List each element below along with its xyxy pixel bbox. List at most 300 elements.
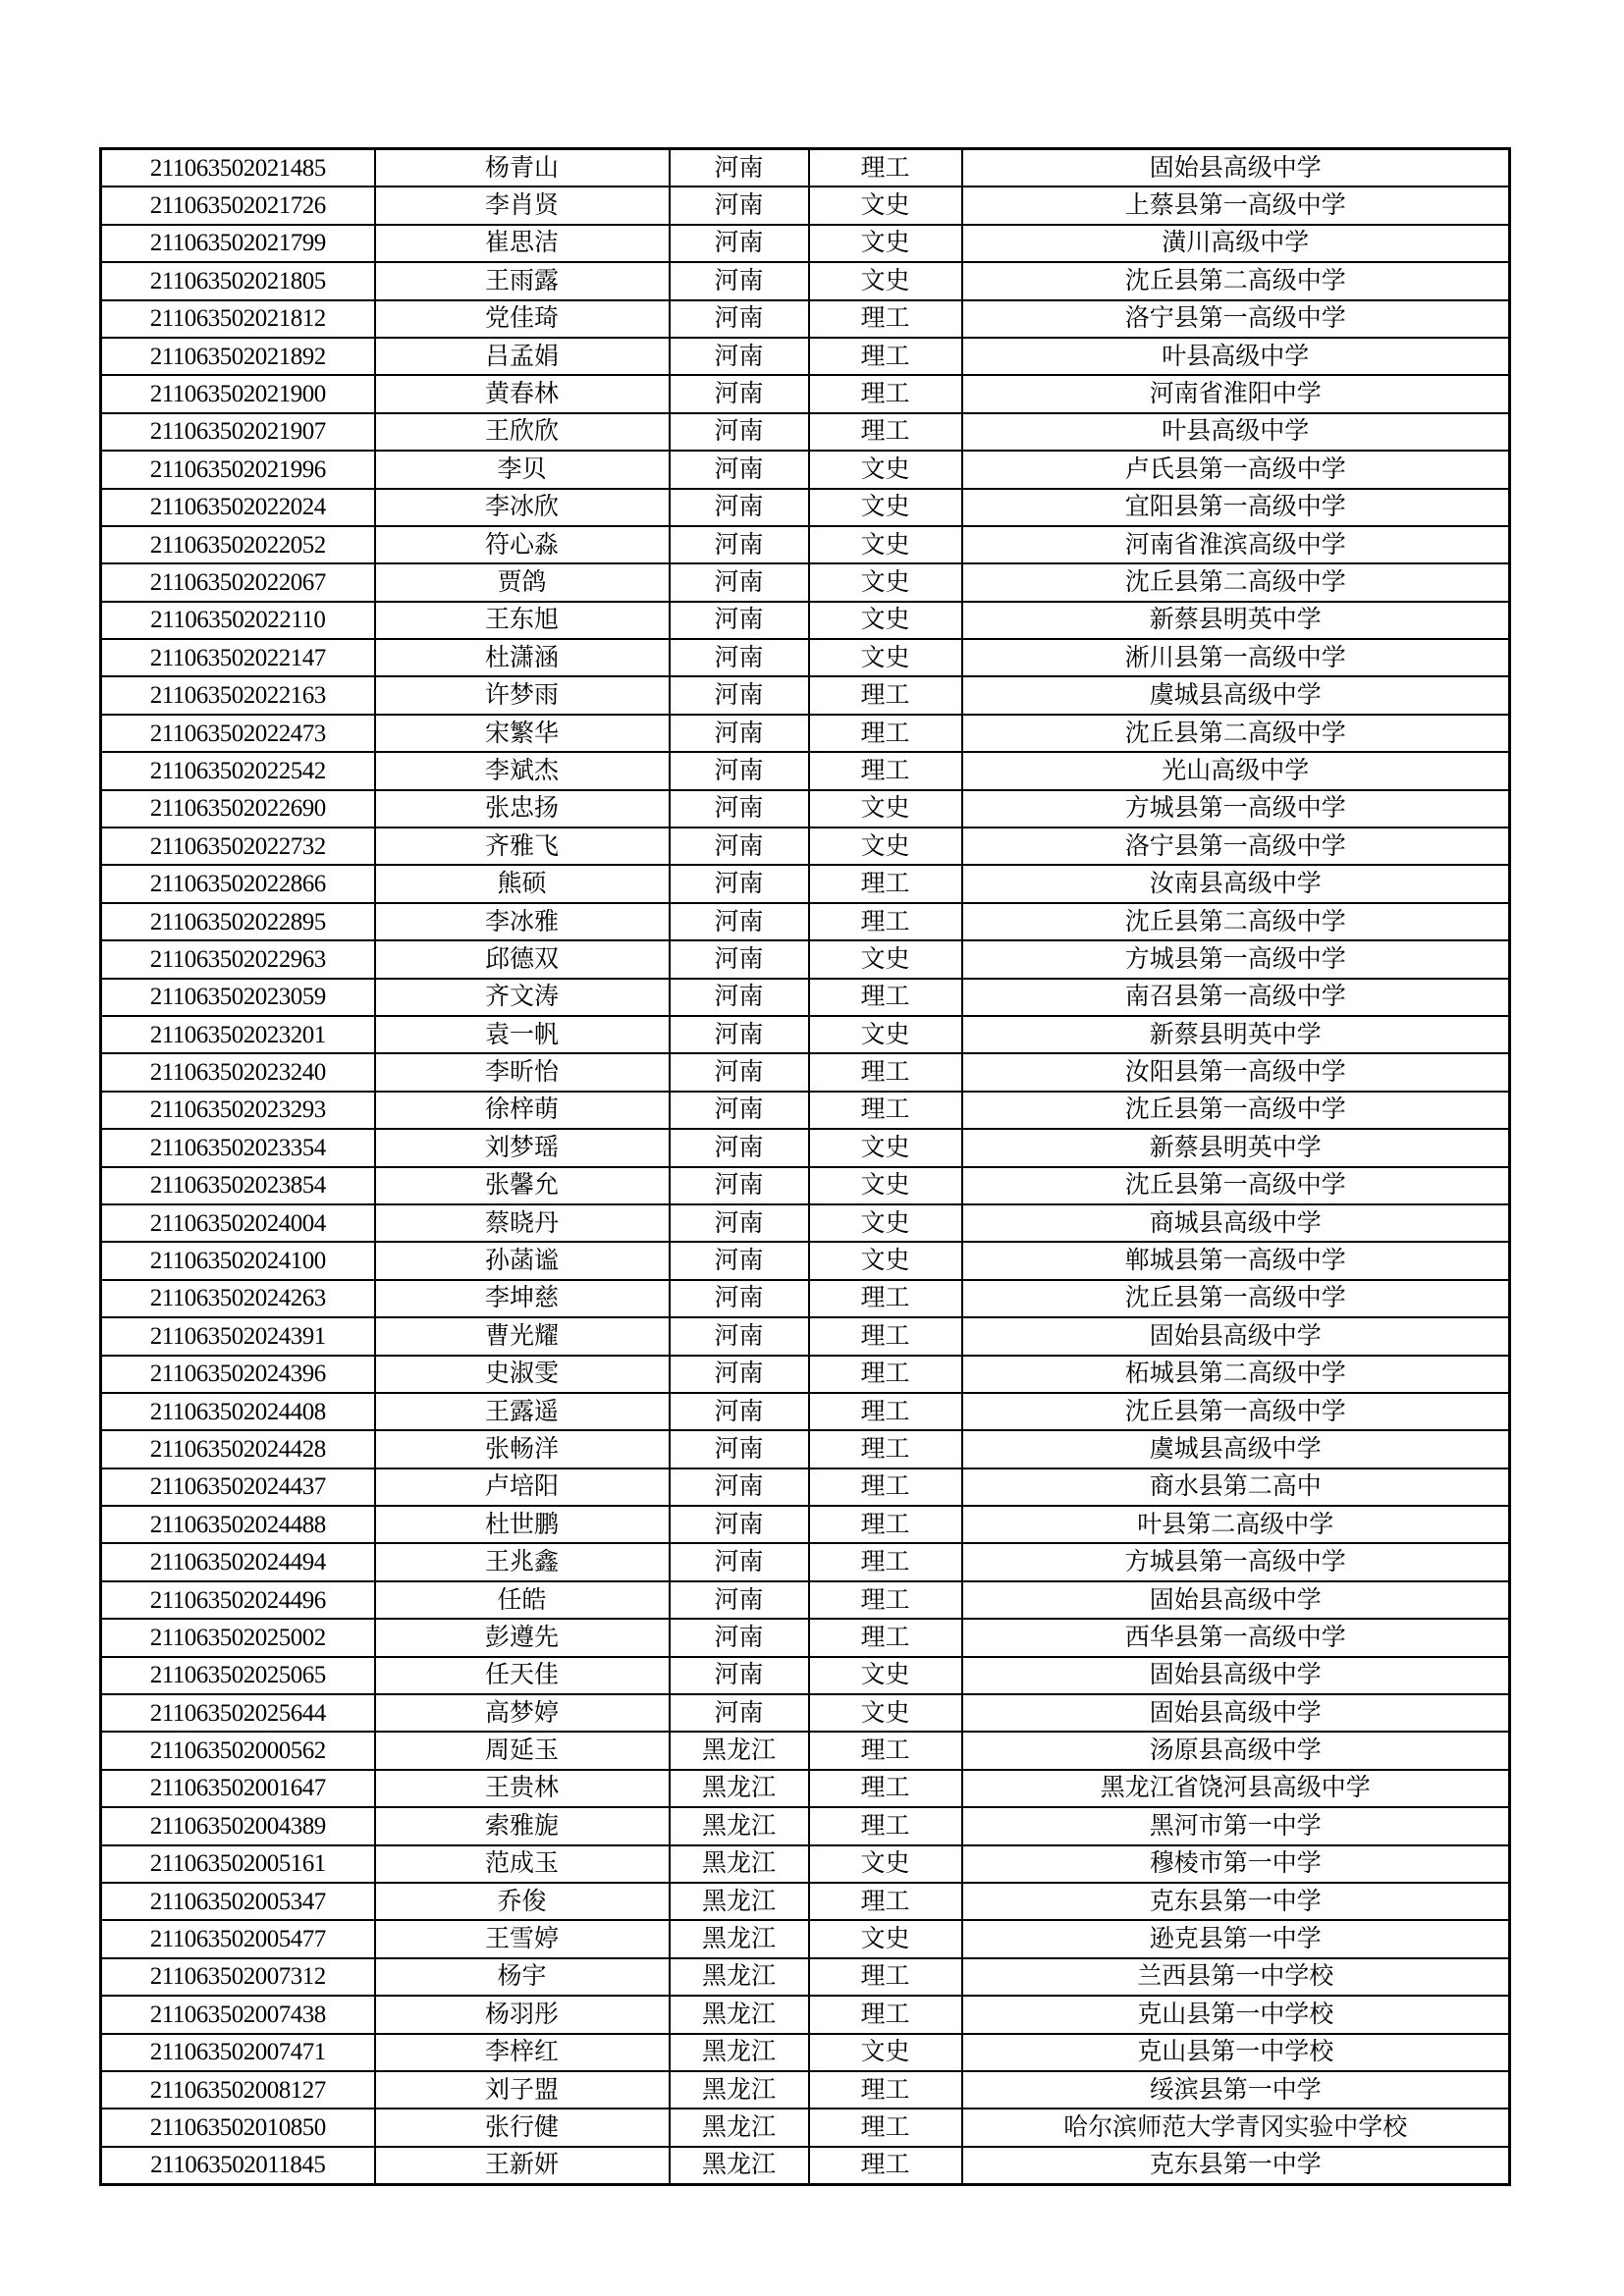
student-name-cell: 王雨露 — [375, 262, 670, 299]
student-name-cell: 张畅洋 — [375, 1430, 670, 1468]
province-cell: 河南 — [670, 1092, 809, 1129]
province-cell: 黑龙江 — [670, 2109, 809, 2146]
table-row — [101, 1996, 1510, 2033]
table-row — [101, 2109, 1510, 2146]
province-cell: 河南 — [670, 563, 809, 601]
school-name-cell: 虞城县高级中学 — [962, 1430, 1510, 1468]
subject-track-cell: 文史 — [809, 187, 962, 224]
table-row — [101, 1317, 1510, 1355]
province-cell: 黑龙江 — [670, 2147, 809, 2185]
candidate-id-cell: 211063502021726 — [101, 187, 375, 224]
student-name-cell: 李斌杰 — [375, 752, 670, 789]
candidate-id-cell: 211063502024496 — [101, 1581, 375, 1619]
candidate-id-cell: 211063502024396 — [101, 1356, 375, 1393]
student-name-cell: 李贝 — [375, 451, 670, 488]
province-cell: 河南 — [670, 865, 809, 902]
subject-track-cell: 文史 — [809, 1016, 962, 1053]
table-row — [101, 1430, 1510, 1468]
school-name-cell: 方城县第一高级中学 — [962, 940, 1510, 978]
subject-track-cell: 理工 — [809, 1092, 962, 1129]
student-name-cell: 彭遵先 — [375, 1619, 670, 1656]
table-row — [101, 828, 1510, 865]
subject-track-cell: 理工 — [809, 1958, 962, 1996]
school-name-cell: 南召县第一高级中学 — [962, 979, 1510, 1016]
student-name-cell: 王欣欣 — [375, 413, 670, 451]
table-row — [101, 2071, 1510, 2109]
table-row — [101, 413, 1510, 451]
student-name-cell: 李梓红 — [375, 2034, 670, 2071]
province-cell: 河南 — [670, 1694, 809, 1732]
province-cell: 黑龙江 — [670, 1920, 809, 1957]
student-name-cell: 史淑雯 — [375, 1356, 670, 1393]
school-name-cell: 兰西县第一中学校 — [962, 1958, 1510, 1996]
candidate-id-cell: 211063502022866 — [101, 865, 375, 902]
subject-track-cell: 文史 — [809, 790, 962, 828]
province-cell: 河南 — [670, 790, 809, 828]
school-name-cell: 商水县第二高中 — [962, 1468, 1510, 1506]
student-name-cell: 曹光耀 — [375, 1317, 670, 1355]
table-row — [101, 1543, 1510, 1580]
student-name-cell: 任皓 — [375, 1581, 670, 1619]
subject-track-cell: 理工 — [809, 903, 962, 940]
student-name-cell: 许梦雨 — [375, 676, 670, 714]
school-name-cell: 逊克县第一中学 — [962, 1920, 1510, 1957]
province-cell: 河南 — [670, 676, 809, 714]
table-row — [101, 715, 1510, 752]
school-name-cell: 克东县第一中学 — [962, 1883, 1510, 1920]
table-row — [101, 1657, 1510, 1694]
table-row — [101, 1920, 1510, 1957]
school-name-cell: 潢川高级中学 — [962, 225, 1510, 262]
table-row — [101, 2034, 1510, 2071]
subject-track-cell: 理工 — [809, 1732, 962, 1769]
admission-list-table — [99, 147, 1511, 2186]
subject-track-cell: 文史 — [809, 563, 962, 601]
province-cell: 河南 — [670, 1204, 809, 1242]
subject-track-cell: 文史 — [809, 828, 962, 865]
table-row — [101, 1242, 1510, 1279]
school-name-cell: 西华县第一高级中学 — [962, 1619, 1510, 1656]
province-cell: 河南 — [670, 1129, 809, 1166]
school-name-cell: 沈丘县第一高级中学 — [962, 1393, 1510, 1430]
table-row — [101, 1506, 1510, 1543]
candidate-id-cell: 211063502024437 — [101, 1468, 375, 1506]
candidate-id-cell: 211063502023293 — [101, 1092, 375, 1129]
candidate-id-cell: 211063502022963 — [101, 940, 375, 978]
candidate-id-cell: 211063502000562 — [101, 1732, 375, 1769]
province-cell: 河南 — [670, 300, 809, 338]
province-cell: 河南 — [670, 451, 809, 488]
table-row — [101, 526, 1510, 563]
student-name-cell: 邱德双 — [375, 940, 670, 978]
student-name-cell: 卢培阳 — [375, 1468, 670, 1506]
school-name-cell: 沈丘县第一高级中学 — [962, 1092, 1510, 1129]
subject-track-cell: 文史 — [809, 602, 962, 639]
subject-track-cell: 文史 — [809, 451, 962, 488]
candidate-id-cell: 211063502025644 — [101, 1694, 375, 1732]
province-cell: 河南 — [670, 225, 809, 262]
school-name-cell: 淅川县第一高级中学 — [962, 639, 1510, 676]
province-cell: 河南 — [670, 1280, 809, 1317]
candidate-id-cell: 211063502024494 — [101, 1543, 375, 1580]
subject-track-cell: 理工 — [809, 1393, 962, 1430]
school-name-cell: 克山县第一中学校 — [962, 1996, 1510, 2033]
province-cell: 河南 — [670, 1468, 809, 1506]
table-row — [101, 1694, 1510, 1732]
candidate-id-cell: 211063502022542 — [101, 752, 375, 789]
student-name-cell: 王东旭 — [375, 602, 670, 639]
subject-track-cell: 文史 — [809, 2034, 962, 2071]
candidate-id-cell: 211063502007438 — [101, 1996, 375, 2033]
candidate-id-cell: 211063502023354 — [101, 1129, 375, 1166]
candidate-id-cell: 211063502022024 — [101, 489, 375, 526]
province-cell: 河南 — [670, 1393, 809, 1430]
student-name-cell: 徐梓萌 — [375, 1092, 670, 1129]
school-name-cell: 固始县高级中学 — [962, 149, 1510, 187]
province-cell: 黑龙江 — [670, 1845, 809, 1883]
subject-track-cell: 理工 — [809, 1996, 962, 2033]
table-row — [101, 1883, 1510, 1920]
province-cell: 河南 — [670, 262, 809, 299]
province-cell: 黑龙江 — [670, 1958, 809, 1996]
student-name-cell: 乔俊 — [375, 1883, 670, 1920]
province-cell: 河南 — [670, 1657, 809, 1694]
subject-track-cell: 理工 — [809, 149, 962, 187]
school-name-cell: 固始县高级中学 — [962, 1317, 1510, 1355]
subject-track-cell: 文史 — [809, 639, 962, 676]
school-name-cell: 汝阳县第一高级中学 — [962, 1053, 1510, 1091]
student-name-cell: 王新妍 — [375, 2147, 670, 2185]
school-name-cell: 穆棱市第一中学 — [962, 1845, 1510, 1883]
school-name-cell: 黑龙江省饶河县高级中学 — [962, 1770, 1510, 1807]
candidate-id-cell: 211063502021485 — [101, 149, 375, 187]
subject-track-cell: 文史 — [809, 1242, 962, 1279]
province-cell: 河南 — [670, 1543, 809, 1580]
province-cell: 黑龙江 — [670, 1807, 809, 1844]
table-row — [101, 1016, 1510, 1053]
candidate-id-cell: 211063502025065 — [101, 1657, 375, 1694]
school-name-cell: 洛宁县第一高级中学 — [962, 300, 1510, 338]
student-name-cell: 蔡晓丹 — [375, 1204, 670, 1242]
province-cell: 河南 — [670, 1356, 809, 1393]
province-cell: 河南 — [670, 1016, 809, 1053]
subject-track-cell: 理工 — [809, 1581, 962, 1619]
candidate-id-cell: 211063502024408 — [101, 1393, 375, 1430]
student-name-cell: 袁一帆 — [375, 1016, 670, 1053]
subject-track-cell: 理工 — [809, 1883, 962, 1920]
candidate-id-cell: 211063502021805 — [101, 262, 375, 299]
province-cell: 河南 — [670, 413, 809, 451]
table-row — [101, 602, 1510, 639]
candidate-id-cell: 211063502024100 — [101, 1242, 375, 1279]
school-name-cell: 固始县高级中学 — [962, 1694, 1510, 1732]
student-name-cell: 杨宇 — [375, 1958, 670, 1996]
school-name-cell: 叶县高级中学 — [962, 413, 1510, 451]
candidate-id-cell: 211063502004389 — [101, 1807, 375, 1844]
student-name-cell: 杨青山 — [375, 149, 670, 187]
province-cell: 河南 — [670, 752, 809, 789]
province-cell: 河南 — [670, 1619, 809, 1656]
province-cell: 河南 — [670, 715, 809, 752]
table-row — [101, 563, 1510, 601]
table-row — [101, 1845, 1510, 1883]
subject-track-cell: 理工 — [809, 375, 962, 412]
subject-track-cell: 理工 — [809, 2147, 962, 2185]
school-name-cell: 黑河市第一中学 — [962, 1807, 1510, 1844]
subject-track-cell: 理工 — [809, 1807, 962, 1844]
school-name-cell: 克东县第一中学 — [962, 2147, 1510, 2185]
candidate-id-cell: 211063502021892 — [101, 338, 375, 375]
school-name-cell: 柘城县第二高级中学 — [962, 1356, 1510, 1393]
table-row — [101, 338, 1510, 375]
student-name-cell: 周延玉 — [375, 1732, 670, 1769]
table-row — [101, 300, 1510, 338]
table-row — [101, 1167, 1510, 1204]
subject-track-cell: 理工 — [809, 1430, 962, 1468]
school-name-cell: 商城县高级中学 — [962, 1204, 1510, 1242]
candidate-id-cell: 211063502022110 — [101, 602, 375, 639]
candidate-id-cell: 211063502024391 — [101, 1317, 375, 1355]
student-name-cell: 宋繁华 — [375, 715, 670, 752]
province-cell: 河南 — [670, 526, 809, 563]
student-name-cell: 王雪婷 — [375, 1920, 670, 1957]
subject-track-cell: 理工 — [809, 676, 962, 714]
province-cell: 河南 — [670, 940, 809, 978]
candidate-id-cell: 211063502023854 — [101, 1167, 375, 1204]
table-row — [101, 1807, 1510, 1844]
table-row — [101, 375, 1510, 412]
school-name-cell: 沈丘县第二高级中学 — [962, 903, 1510, 940]
province-cell: 河南 — [670, 1430, 809, 1468]
table-row — [101, 979, 1510, 1016]
school-name-cell: 河南省淮阳中学 — [962, 375, 1510, 412]
candidate-id-cell: 211063502022147 — [101, 639, 375, 676]
student-name-cell: 杨羽彤 — [375, 1996, 670, 2033]
subject-track-cell: 理工 — [809, 752, 962, 789]
subject-track-cell: 理工 — [809, 2071, 962, 2109]
subject-track-cell: 文史 — [809, 1657, 962, 1694]
table-row — [101, 1129, 1510, 1166]
student-name-cell: 王兆鑫 — [375, 1543, 670, 1580]
student-name-cell: 王贵林 — [375, 1770, 670, 1807]
candidate-id-cell: 211063502005347 — [101, 1883, 375, 1920]
subject-track-cell: 文史 — [809, 1167, 962, 1204]
province-cell: 黑龙江 — [670, 1996, 809, 2033]
subject-track-cell: 文史 — [809, 1204, 962, 1242]
candidate-id-cell: 211063502007471 — [101, 2034, 375, 2071]
table-row — [101, 451, 1510, 488]
subject-track-cell: 理工 — [809, 715, 962, 752]
school-name-cell: 宜阳县第一高级中学 — [962, 489, 1510, 526]
school-name-cell: 沈丘县第二高级中学 — [962, 563, 1510, 601]
table-row — [101, 489, 1510, 526]
candidate-id-cell: 211063502024004 — [101, 1204, 375, 1242]
school-name-cell: 固始县高级中学 — [962, 1581, 1510, 1619]
province-cell: 河南 — [670, 1317, 809, 1355]
student-name-cell: 范成玉 — [375, 1845, 670, 1883]
school-name-cell: 光山高级中学 — [962, 752, 1510, 789]
school-name-cell: 新蔡县明英中学 — [962, 1129, 1510, 1166]
student-name-cell: 王露遥 — [375, 1393, 670, 1430]
table-row — [101, 865, 1510, 902]
subject-track-cell: 文史 — [809, 1920, 962, 1957]
candidate-id-cell: 211063502021812 — [101, 300, 375, 338]
student-name-cell: 李昕怡 — [375, 1053, 670, 1091]
school-name-cell: 叶县高级中学 — [962, 338, 1510, 375]
candidate-id-cell: 211063502007312 — [101, 1958, 375, 1996]
student-name-cell: 索雅旎 — [375, 1807, 670, 1844]
subject-track-cell: 文史 — [809, 1129, 962, 1166]
candidate-id-cell: 211063502024263 — [101, 1280, 375, 1317]
subject-track-cell: 理工 — [809, 413, 962, 451]
school-name-cell: 沈丘县第一高级中学 — [962, 1280, 1510, 1317]
candidate-id-cell: 211063502024488 — [101, 1506, 375, 1543]
table-row — [101, 2147, 1510, 2185]
province-cell: 河南 — [670, 489, 809, 526]
student-name-cell: 杜潇涵 — [375, 639, 670, 676]
subject-track-cell: 理工 — [809, 1543, 962, 1580]
province-cell: 河南 — [670, 1242, 809, 1279]
candidate-id-cell: 211063502023059 — [101, 979, 375, 1016]
candidate-id-cell: 211063502023240 — [101, 1053, 375, 1091]
candidate-id-cell: 211063502024428 — [101, 1430, 375, 1468]
candidate-id-cell: 211063502021907 — [101, 413, 375, 451]
table-row — [101, 1619, 1510, 1656]
subject-track-cell: 文史 — [809, 526, 962, 563]
student-name-cell: 贾鸽 — [375, 563, 670, 601]
candidate-id-cell: 211063502022690 — [101, 790, 375, 828]
candidate-id-cell: 211063502025002 — [101, 1619, 375, 1656]
student-name-cell: 刘梦瑶 — [375, 1129, 670, 1166]
province-cell: 河南 — [670, 149, 809, 187]
table-row — [101, 752, 1510, 789]
table-row — [101, 1732, 1510, 1769]
school-name-cell: 沈丘县第二高级中学 — [962, 715, 1510, 752]
student-name-cell: 张馨允 — [375, 1167, 670, 1204]
subject-track-cell: 理工 — [809, 1356, 962, 1393]
candidate-id-cell: 211063502022052 — [101, 526, 375, 563]
subject-track-cell: 理工 — [809, 1619, 962, 1656]
subject-track-cell: 理工 — [809, 1053, 962, 1091]
province-cell: 河南 — [670, 979, 809, 1016]
table-row — [101, 676, 1510, 714]
student-name-cell: 齐雅飞 — [375, 828, 670, 865]
subject-track-cell: 文史 — [809, 1694, 962, 1732]
student-name-cell: 杜世鹏 — [375, 1506, 670, 1543]
school-name-cell: 虞城县高级中学 — [962, 676, 1510, 714]
school-name-cell: 上蔡县第一高级中学 — [962, 187, 1510, 224]
school-name-cell: 汝南县高级中学 — [962, 865, 1510, 902]
school-name-cell: 河南省淮滨高级中学 — [962, 526, 1510, 563]
student-name-cell: 党佳琦 — [375, 300, 670, 338]
table-row — [101, 187, 1510, 224]
candidate-id-cell: 211063502022067 — [101, 563, 375, 601]
student-name-cell: 熊硕 — [375, 865, 670, 902]
table-row — [101, 1468, 1510, 1506]
school-name-cell: 方城县第一高级中学 — [962, 790, 1510, 828]
subject-track-cell: 文史 — [809, 262, 962, 299]
table-row — [101, 149, 1510, 187]
student-name-cell: 崔思洁 — [375, 225, 670, 262]
subject-track-cell: 理工 — [809, 979, 962, 1016]
table-row — [101, 1958, 1510, 1996]
school-name-cell: 绥滨县第一中学 — [962, 2071, 1510, 2109]
candidate-id-cell: 211063502022473 — [101, 715, 375, 752]
school-name-cell: 沈丘县第一高级中学 — [962, 1167, 1510, 1204]
table-row — [101, 1053, 1510, 1091]
candidate-id-cell: 211063502010850 — [101, 2109, 375, 2146]
province-cell: 黑龙江 — [670, 1883, 809, 1920]
candidate-id-cell: 211063502008127 — [101, 2071, 375, 2109]
subject-track-cell: 理工 — [809, 338, 962, 375]
province-cell: 河南 — [670, 828, 809, 865]
candidate-id-cell: 211063502023201 — [101, 1016, 375, 1053]
student-name-cell: 高梦婷 — [375, 1694, 670, 1732]
province-cell: 河南 — [670, 1167, 809, 1204]
table-row — [101, 1581, 1510, 1619]
subject-track-cell: 理工 — [809, 865, 962, 902]
candidate-id-cell: 211063502001647 — [101, 1770, 375, 1807]
student-name-cell: 符心淼 — [375, 526, 670, 563]
student-name-cell: 李坤慈 — [375, 1280, 670, 1317]
subject-track-cell: 理工 — [809, 1468, 962, 1506]
table-row — [101, 1770, 1510, 1807]
school-name-cell: 新蔡县明英中学 — [962, 602, 1510, 639]
table-row — [101, 903, 1510, 940]
province-cell: 河南 — [670, 187, 809, 224]
province-cell: 黑龙江 — [670, 2034, 809, 2071]
school-name-cell: 汤原县高级中学 — [962, 1732, 1510, 1769]
table-row — [101, 262, 1510, 299]
province-cell: 河南 — [670, 1506, 809, 1543]
table-row — [101, 639, 1510, 676]
candidate-id-cell: 211063502021799 — [101, 225, 375, 262]
subject-track-cell: 理工 — [809, 1317, 962, 1355]
candidate-id-cell: 211063502011845 — [101, 2147, 375, 2185]
subject-track-cell: 理工 — [809, 1280, 962, 1317]
candidate-id-cell: 211063502005161 — [101, 1845, 375, 1883]
candidate-id-cell: 211063502021996 — [101, 451, 375, 488]
table-row — [101, 1393, 1510, 1430]
province-cell: 河南 — [670, 1053, 809, 1091]
province-cell: 河南 — [670, 903, 809, 940]
candidate-id-cell: 211063502022895 — [101, 903, 375, 940]
candidate-id-cell: 211063502022732 — [101, 828, 375, 865]
student-name-cell: 李肖贤 — [375, 187, 670, 224]
candidate-id-cell: 211063502021900 — [101, 375, 375, 412]
subject-track-cell: 理工 — [809, 1506, 962, 1543]
province-cell: 河南 — [670, 602, 809, 639]
province-cell: 河南 — [670, 1581, 809, 1619]
province-cell: 河南 — [670, 338, 809, 375]
school-name-cell: 卢氏县第一高级中学 — [962, 451, 1510, 488]
province-cell: 黑龙江 — [670, 2071, 809, 2109]
table-row — [101, 225, 1510, 262]
school-name-cell: 洛宁县第一高级中学 — [962, 828, 1510, 865]
table-row — [101, 1204, 1510, 1242]
table-row — [101, 1092, 1510, 1129]
student-name-cell: 刘子盟 — [375, 2071, 670, 2109]
student-name-cell: 张忠扬 — [375, 790, 670, 828]
student-name-cell: 李冰欣 — [375, 489, 670, 526]
school-name-cell: 克山县第一中学校 — [962, 2034, 1510, 2071]
subject-track-cell: 理工 — [809, 300, 962, 338]
student-name-cell: 李冰雅 — [375, 903, 670, 940]
province-cell: 河南 — [670, 639, 809, 676]
student-name-cell: 孙菡谧 — [375, 1242, 670, 1279]
table-row — [101, 1356, 1510, 1393]
student-name-cell: 任天佳 — [375, 1657, 670, 1694]
